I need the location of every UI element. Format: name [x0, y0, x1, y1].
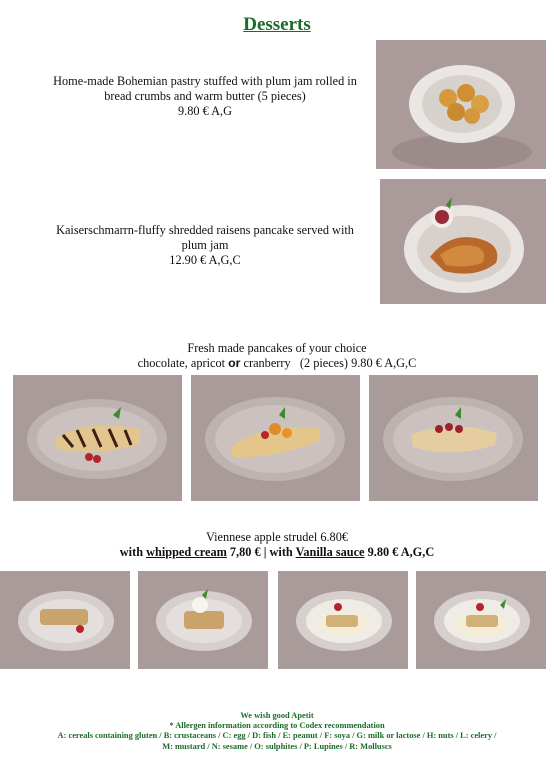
strudel-photo-1	[0, 571, 130, 669]
cranberry-pancake-photo	[369, 375, 538, 501]
footer-allergen-note: * Allergen information according to Codex recommendation	[169, 721, 385, 731]
item-description-line: plum jam	[181, 238, 229, 252]
item-description-line: bread crumbs and warm butter (5 pieces)	[104, 89, 306, 103]
item-price: 9.80 € A,G	[178, 104, 232, 118]
dessert-item-1	[40, 74, 370, 119]
strudel-section	[0, 530, 554, 560]
pancake-choices-text: cranberry	[240, 356, 291, 370]
strudel-vanilla-photo-2	[416, 571, 546, 669]
strudel-cream-photo	[138, 571, 268, 669]
dumplings-plate-photo	[376, 40, 546, 169]
footer-greeting: We wish good Apetit	[240, 711, 314, 720]
footer-allergen-list: A: cereals containing gluten / B: crustaceans / C: egg / D: fish / E: peanut / F: soya / G: milk or lactose / H: nuts / L: celery /	[57, 731, 497, 741]
strudel-heading: Viennese apple strudel 6.80€	[205, 530, 348, 544]
or-word: or	[228, 356, 241, 370]
item-description-line: Kaiserschmarrn-fluffy shredded raisens pancake served with	[56, 223, 354, 237]
pancakes-heading: Fresh made pancakes of your choice	[187, 341, 367, 355]
kaiserschmarrn-plate-photo	[380, 179, 546, 304]
strudel-vanilla-photo	[278, 571, 408, 669]
chocolate-pancake-photo	[13, 375, 182, 501]
pancake-choices-text: chocolate, apricot	[137, 356, 229, 370]
pancakes-price: (2 pieces) 9.80 € A,G,C	[299, 356, 417, 370]
strudel-option-text: with	[119, 545, 147, 559]
dessert-item-2	[40, 223, 370, 268]
page-title: Desserts	[243, 14, 311, 35]
strudel-options	[0, 545, 554, 560]
vanilla-sauce-label: Vanilla sauce	[295, 545, 365, 559]
item-price: 12.90 € A,G,C	[169, 253, 241, 267]
whipped-cream-label: whipped cream	[146, 545, 227, 559]
allergen-footer	[0, 711, 554, 752]
pancakes-choices	[0, 356, 554, 371]
footer-allergen-list: M: mustard / N: sesame / O: sulphites / P: Lupines / R: Molluscs	[162, 741, 392, 751]
strudel-option-price: 9.80 € A,G,C	[364, 545, 435, 559]
apricot-pancake-photo	[191, 375, 360, 501]
item-description-line: Home-made Bohemian pastry stuffed with plum jam rolled in	[53, 74, 357, 88]
pancakes-section	[0, 341, 554, 371]
strudel-option-price: 7,80 € | with	[226, 545, 296, 559]
